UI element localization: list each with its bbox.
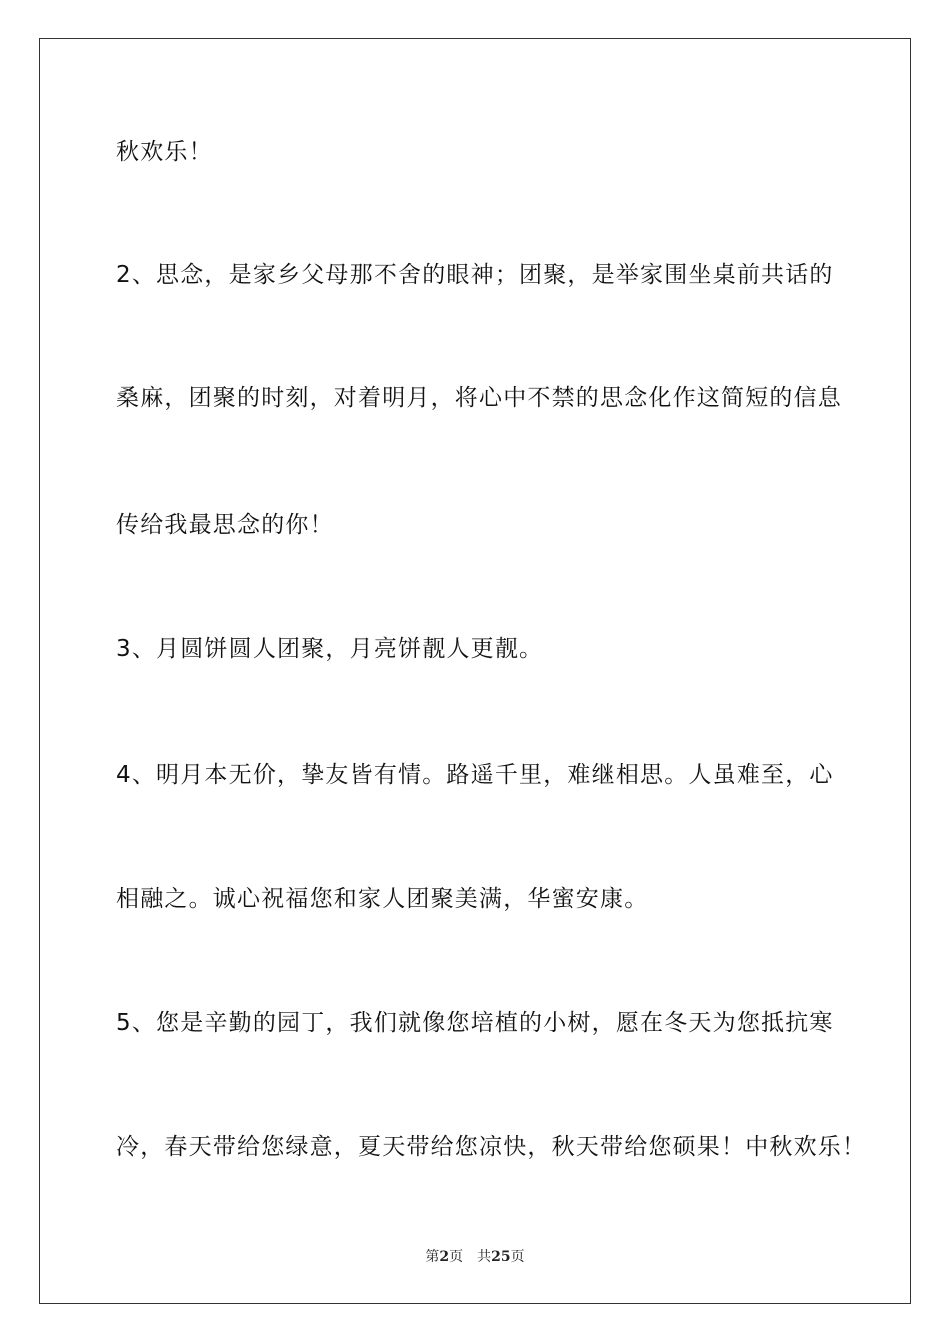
page-border — [39, 38, 911, 1304]
text-line: 秋欢乐！ — [116, 139, 213, 165]
text-line: 5、您是辛勤的园丁，我们就像您培植的小树，愿在冬天为您抵抗寒 — [116, 1010, 834, 1036]
page-number: 2 — [439, 1249, 450, 1265]
page-suffix: 页 — [449, 1249, 464, 1265]
text-line: 相融之。诚心祝福您和家人团聚美满，华蜜安康。 — [116, 886, 649, 912]
text-line: 冷，春天带给您绿意，夏天带给您凉快，秋天带给您硕果！中秋欢乐！ — [116, 1134, 867, 1160]
total-suffix: 页 — [510, 1249, 525, 1265]
text-line: 传给我最思念的你！ — [116, 512, 334, 538]
text-line: 2、思念，是家乡父母那不舍的眼神；团聚，是举家围坐桌前共话的 — [116, 262, 834, 288]
total-prefix: 共 — [477, 1249, 492, 1265]
text-line: 4、明月本无价，挚友皆有情。路遥千里，难继相思。人虽难至，心 — [116, 762, 834, 788]
total-pages: 25 — [491, 1249, 511, 1265]
text-line: 3、月圆饼圆人团聚，月亮饼靓人更靓。 — [116, 636, 544, 662]
page-footer — [0, 1248, 950, 1266]
page-prefix: 第 — [425, 1249, 440, 1265]
text-line: 桑麻，团聚的时刻，对着明月，将心中不禁的思念化作这简短的信息 — [116, 385, 842, 411]
